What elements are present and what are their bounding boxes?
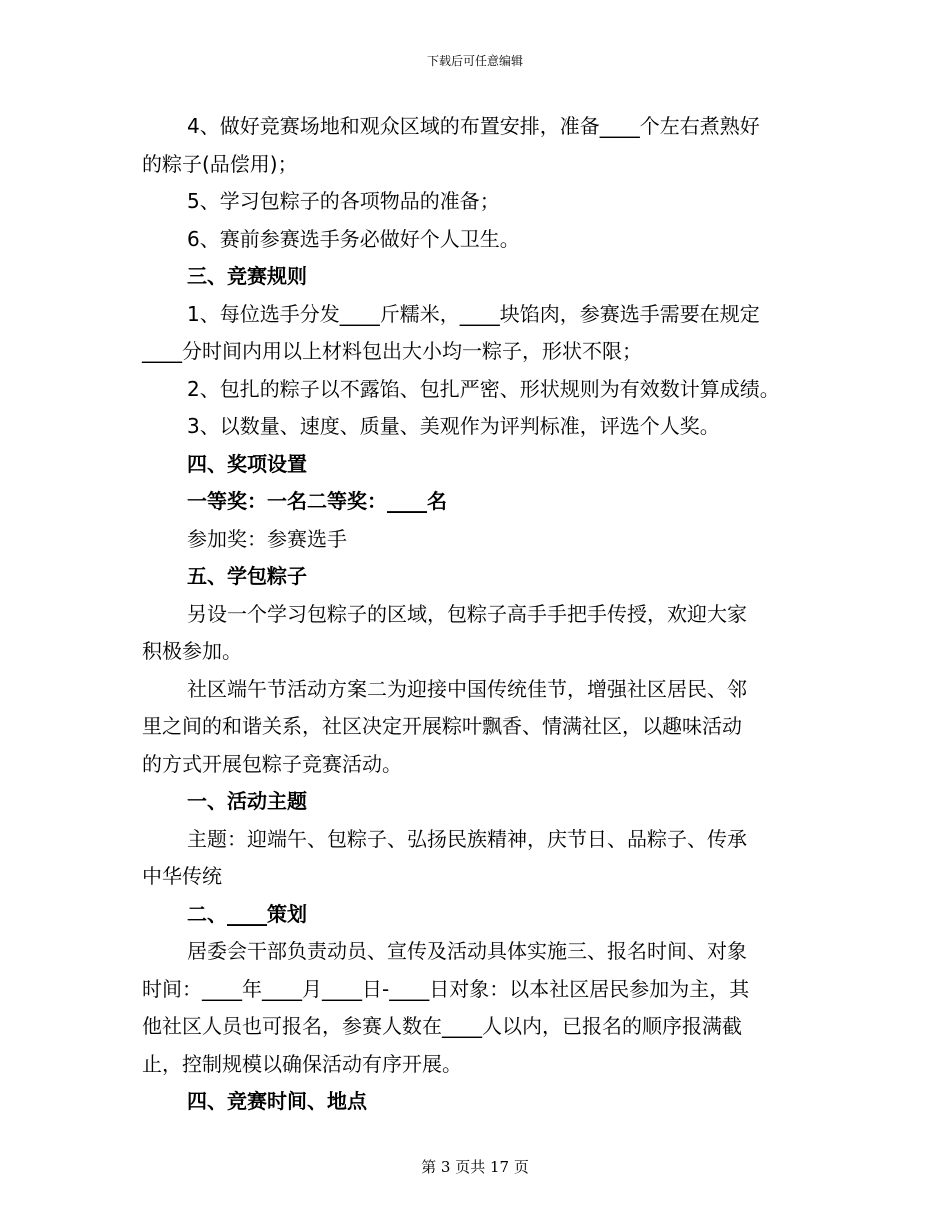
text-line: 社区端午节活动方案二为迎接中国传统佳节，增强社区居民、邻 xyxy=(187,676,747,701)
text-line: 中华传统 xyxy=(142,864,222,888)
section-heading: 二、____策划 xyxy=(187,901,307,926)
text-line: 2、包扎的粽子以不露馅、包扎严密、形状规则为有效数计算成绩。 xyxy=(187,376,780,401)
section-heading: 五、学包粽子 xyxy=(187,564,307,588)
text-line: 参加奖：参赛选手 xyxy=(187,526,347,551)
text-line: 另设一个学习包粽子的区域，包粽子高手手把手传授，欢迎大家 xyxy=(187,601,747,626)
text-line: 积极参加。 xyxy=(142,639,242,663)
text-line: 主题：迎端午、包粽子、弘扬民族精神，庆节日、品粽子、传承 xyxy=(187,826,747,851)
page-footer: 第 3 页共 17 页 xyxy=(421,1158,529,1176)
page-header: 下载后可任意编辑 xyxy=(426,54,523,68)
document-body xyxy=(142,108,842,1121)
text-line: 他社区人员也可报名，参赛人数在____人以内，已报名的顺序报满截 xyxy=(142,1014,742,1038)
text-line: 的粽子(品偿用)； xyxy=(142,151,298,176)
text-line: 3、以数量、速度、质量、美观作为评判标准，评选个人奖。 xyxy=(187,414,720,438)
section-heading: 一、活动主题 xyxy=(187,789,307,813)
text-line: 的方式开展包粽子竞赛活动。 xyxy=(142,751,402,776)
text-line: 4、做好竞赛场地和观众区域的布置安排，准备____个左右煮熟好 xyxy=(187,114,760,138)
text-line: 一等奖：一名二等奖：____名 xyxy=(187,489,447,513)
text-line: 时间：____年____月____日-____日对象：以本社区居民参加为主，其 xyxy=(142,976,750,1001)
text-line: 里之间的和谐关系，社区决定开展粽叶飘香、情满社区，以趣味活动 xyxy=(142,714,742,738)
text-line: 止，控制规模以确保活动有序开展。 xyxy=(142,1051,462,1076)
text-line: 1、每位选手分发____斤糯米，____块馅肉，参赛选手需要在规定 xyxy=(187,301,760,326)
section-heading: 四、竞赛时间、地点 xyxy=(187,1089,367,1113)
text-line: 居委会干部负责动员、宣传及活动具体实施三、报名时间、对象 xyxy=(187,939,747,963)
section-heading: 四、奖项设置 xyxy=(187,451,307,476)
text-line: ____分时间内用以上材料包出大小均一粽子，形状不限； xyxy=(142,339,642,363)
section-heading: 三、竞赛规则 xyxy=(187,264,307,288)
text-line: 6、赛前参赛选手务必做好个人卫生。 xyxy=(187,226,520,251)
text-line: 5、学习包粽子的各项物品的准备； xyxy=(187,189,500,213)
